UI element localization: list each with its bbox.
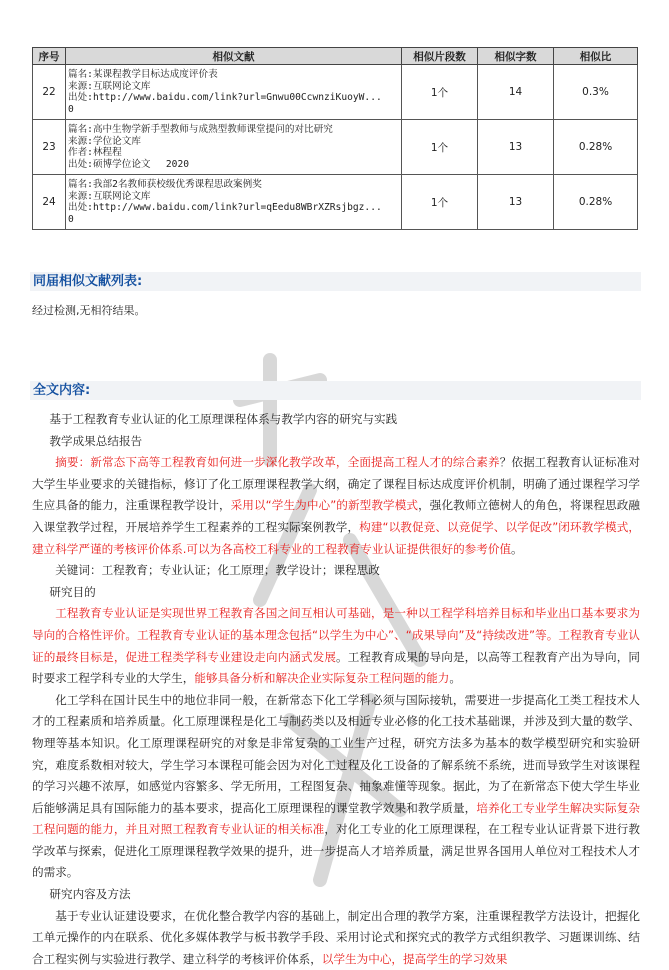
document-line: 出处:http://www.baidu.com/link?url=qEedu8WBrXZRsjbgz... — [68, 202, 382, 213]
document-line: 篇名:我部2名教师获校级优秀课程思政案例奖 — [68, 179, 262, 190]
cell-chars: 13 — [478, 175, 554, 230]
cell-chars: 14 — [478, 65, 554, 120]
text-segment: 。 — [449, 671, 462, 686]
table-row — [33, 175, 638, 230]
similar-text-segment: 工程教育专业认证是实现世界工程教育各国之间互相认可基础，是一种以工程学科培养目标和毕业出口基本要求为导向的合格性评价。工程教育专业认证的基本理念包括“以学生为中心”、“成果导向”及“持续改进”等。工程教育专业认证的最终目标是，促进工程类学科专业建设走向内涵式发展 — [32, 606, 640, 664]
document-line: 来源:互联网论文库 — [68, 190, 151, 202]
text-segment: 关键词：工程教育；专业认证；化工原理；教学设计；课程思政 — [55, 563, 380, 578]
text-segment: ？依据工程教育认证标准对大学生毕业要求的关键指标，修订了化工原理课程教学大纲，确定了课程目标达成度评价机制，明确了通过课程学习学生应具备的能力，注重课程教学设计， — [32, 455, 640, 513]
cell-no: 23 — [33, 120, 66, 175]
text-segment: 研究内容及方法 — [49, 887, 131, 902]
text-segment: 基于专业认证建设要求，在优化整合教学内容的基础上，制定出合理的教学方案，注重课程教学方法设计，把握化工单元操作的内在联系、优化多媒体教学与板书教学手段、采用讨论式和探究式的教学方式组织教学、习题课训练、结合工程实例与实验进行教学、建立科学的考核评价体系， — [32, 908, 640, 966]
column-header: 相似比 — [554, 48, 638, 65]
fulltext-header: 全文内容: — [30, 381, 641, 400]
similar-text-segment: 以学生为中心，提高学生的学习效果 — [321, 951, 508, 966]
similar-text-segment: 构建“以教促竞、以竞促学、以学促改”闭环教学模式，建立科学严谨的考核评价体系.可以为各高校工科专业的工程教育专业认证提供很好的参考价值 — [32, 519, 640, 556]
cell-segments: 1个 — [402, 175, 478, 230]
paragraph — [32, 884, 640, 906]
paragraph — [32, 431, 640, 453]
cell-segments: 1个 — [402, 65, 478, 120]
table-row — [33, 120, 638, 175]
column-header: 序号 — [33, 48, 66, 65]
cell-chars: 13 — [478, 120, 554, 175]
similar-text-segment: 培养化工专业学生解决实际复杂工程问题的能力，并且对照工程教育专业认证的相关标准 — [32, 800, 640, 837]
similar-text-segment: 采用以“学生为中心”的新型教学模式 — [230, 498, 419, 513]
paragraph — [32, 603, 640, 689]
text-segment: 。 — [511, 541, 523, 556]
paragraph — [32, 409, 640, 431]
document-line: 出处:硕博学位论文 2020 — [68, 158, 189, 170]
cell-ratio: 0.28% — [554, 120, 638, 175]
similar-docs-table — [32, 47, 638, 230]
same-session-header: 同届相似文献列表: — [30, 272, 641, 291]
fulltext-content — [32, 409, 640, 970]
document-line: 0 — [68, 213, 74, 225]
paragraph — [32, 560, 640, 582]
text-segment: 教学成果总结报告 — [49, 433, 143, 448]
document-line: 0 — [68, 103, 74, 115]
cell-ratio: 0.28% — [554, 175, 638, 230]
cell-no: 22 — [33, 65, 66, 120]
document-line: 作者:林程程 — [68, 147, 122, 158]
table-row — [33, 65, 638, 120]
document-line: 篇名:某课程教学目标达成度评价表 — [68, 69, 218, 80]
column-header: 相似片段数 — [402, 48, 478, 65]
cell-document — [66, 120, 402, 175]
column-header: 相似文献 — [66, 48, 402, 65]
document-line: 出处:http://www.baidu.com/link?url=Gnwu00CcwnziKuoyW... — [68, 92, 382, 103]
text-segment: 研究目的 — [49, 584, 96, 599]
cell-document — [66, 175, 402, 230]
text-segment: ，对化工专业的化工原理课程，在工程专业认证背景下进行教学改革与探索，促进化工原理课程教学效果的提升，进一步提高人才培养质量，满足世界各国用人单位对工程技术人才的需求。 — [32, 822, 640, 880]
same-session-result: 经过检测,无相符结果。 — [32, 304, 146, 317]
document-line: 篇名:高中生物学新手型教师与成熟型教师课堂提问的对比研究 — [68, 124, 333, 135]
similar-text-segment: 能够具备分析和解决企业实际复杂工程问题的能力 — [194, 671, 450, 686]
cell-document — [66, 65, 402, 120]
column-header: 相似字数 — [478, 48, 554, 65]
cell-segments: 1个 — [402, 120, 478, 175]
cell-no: 24 — [33, 175, 66, 230]
text-segment: 基于工程教育专业认证的化工原理课程体系与教学内容的研究与实践 — [49, 412, 398, 426]
similar-text-segment: 摘要：新常态下高等工程教育如何进一步深化教学改革，全面提高工程人才的综合素养 — [55, 455, 500, 470]
document-line: 来源:学位论文库 — [68, 135, 141, 147]
text-segment: ，强化教师立德树人的角色，将课程思政融入课堂教学过程，开展培养学生工程素养的工程实际案例教学， — [32, 498, 640, 534]
paragraph — [32, 690, 640, 884]
text-segment: 。工程教育成果的导向是，以高等工程教育产出为导向，同时要求工程学科专业的大学生， — [32, 649, 640, 686]
text-segment: 化工学科在国计民生中的地位非同一般，在新常态下化工学科必须与国际接轨，需要进一步提高化工类工程技术人才的工程素质和培养质量。化工原理课程是化工与制药类以及相近专业必修的化工技术基础课，并涉及到大量的数学、物理等基本知识。化工原理课程研究的对象是非常复杂的工业生产过程，研究方法多为基本的数学模型研究和实验研究，难度系数相对较大，学生学习本课程可能会因为对化工过程及化工设备的了解系统不系统，进而导致学生对该课程的学习兴趣不浓厚，如感觉内容繁多、学无所用，工程图复杂、抽象难懂等现象。据此，为了在新常态下使大学生毕业后能够满足具有国际能力的基本要求，提高化工原理课程的课堂教学效果和教学质量， — [32, 692, 640, 815]
paragraph — [32, 452, 640, 560]
document-line: 来源:互联网论文库 — [68, 80, 151, 92]
paragraph — [32, 906, 640, 970]
paragraph — [32, 582, 640, 604]
cell-ratio: 0.3% — [554, 65, 638, 120]
